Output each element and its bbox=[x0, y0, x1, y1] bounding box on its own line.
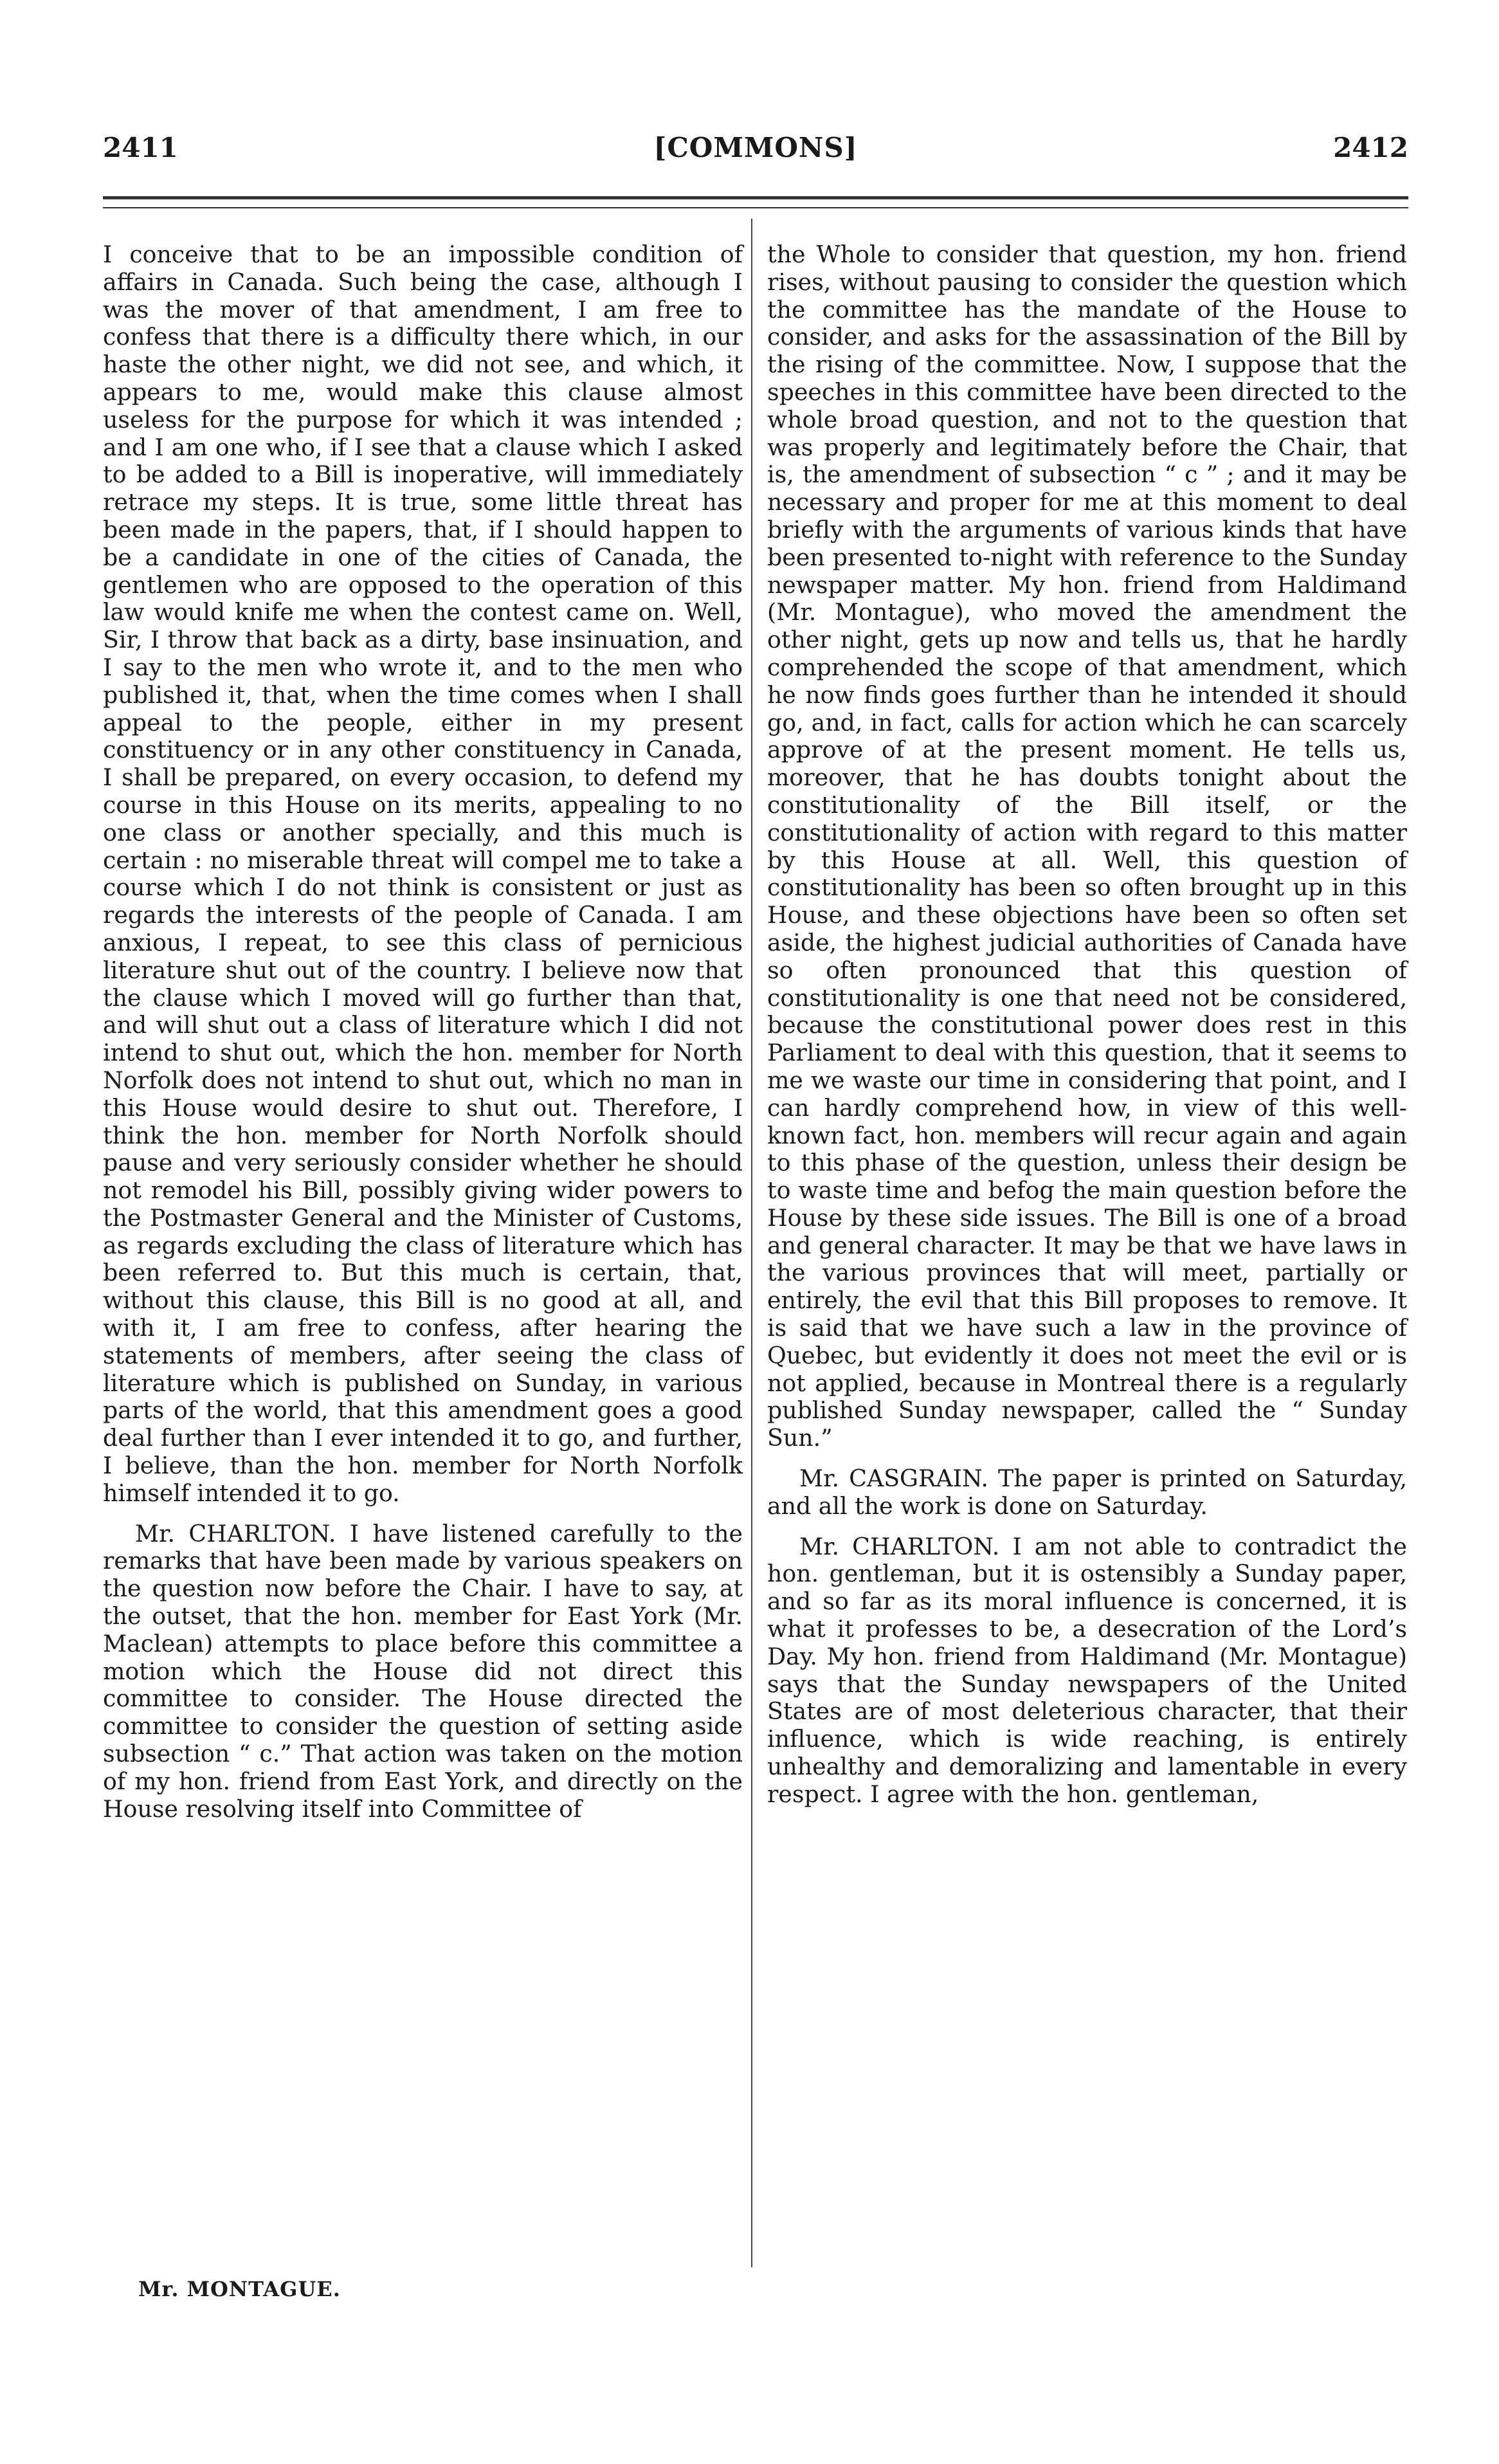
page-number-left: 2411 bbox=[103, 132, 178, 163]
left-paragraph-2: Mr. CHARLTON. I have listened carefully to the remarks that have been made by various speakers on the question now before the Chair. I have to say, at the outset, that the hon. member for East York (Mr. Maclean) attempts to place before this committee a motion which the House did not direct this committee to consider. The House directed the committee to consider the question of setting aside subsection “ c.” That action was taken on the motion of my hon. friend from East York, and directly on the House resolving itself into Committee of bbox=[103, 1519, 743, 1823]
left-column bbox=[103, 241, 743, 1836]
column-divider bbox=[751, 219, 752, 2267]
footer-catchword: Mr. MONTAGUE. bbox=[138, 2277, 341, 2301]
page-number-right: 2412 bbox=[1333, 132, 1408, 163]
right-paragraph-2: Mr. CASGRAIN. The paper is printed on Saturday, and all the work is done on Saturday. bbox=[767, 1465, 1407, 1520]
right-paragraph-3: Mr. CHARLTON. I am not able to contradict the hon. gentleman, but it is ostensibly a Sunday paper, and so far as its moral influence is concerned, it is what it professes to be, a desecration of the Lord’s Day. My hon. friend from Haldimand (Mr. Montague) says that the Sunday newspapers of the United States are of most deleterious character, that their influence, which is wide reaching, is entirely unhealthy and demoralizing and lamentable in every respect. I agree with the hon. gentleman, bbox=[767, 1532, 1407, 1808]
header-rule-thin bbox=[103, 207, 1408, 208]
page-header bbox=[103, 132, 1408, 170]
header-rule-thick bbox=[103, 196, 1408, 199]
right-paragraph-1: the Whole to consider that question, my hon. friend rises, without pausing to consider the question which the committee has the mandate of the House to consider, and asks for the assassination of the Bill by the rising of the committee. Now, I suppose that the speeches in this committee have been directed to the whole broad question, and not to the question that was properly and legitimately before the Chair, that is, the amendment of subsection “ c ” ; and it may be necessary and proper for me at this moment to deal briefly with the arguments of various kinds that have been presented to-night with reference to the Sunday newspaper matter. My hon. friend from Haldimand (Mr. Montague), who moved the amendment the other night, gets up now and tells us, that he hardly comprehended the scope of that amendment, which he now finds goes further than he intended it should go, and, in fact, calls for action which he can scarcely approve of at the present moment. He tells us, moreover, that he has doubts tonight about the constitutionality of the Bill itself, or the constitutionality of action with regard to this matter by this House at all. Well, this question of constitutionality has been so often brought up in this House, and these objections have been so often set aside, the highest judicial authorities of Canada have so often pronounced that this question of constitutionality is one that need not be considered, because the constitutional power does rest in this Parliament to deal with this question, that it seems to me we waste our time in considering that point, and I can hardly comprehend how, in view of this well-known fact, hon. members will recur again and again to this phase of the question, unless their design be to waste time and befog the main question before the House by these side issues. The Bill is one of a broad and general character. It may be that we have laws in the various provinces that will meet, partially or entirely, the evil that this Bill proposes to remove. It is said that we have such a law in the province of Quebec, but evidently it does not meet the evil or is not applied, because in Montreal there is a regularly published Sunday newspaper, called the “ Sunday Sun.” bbox=[767, 241, 1407, 1452]
page-title: [COMMONS] bbox=[653, 132, 858, 163]
left-paragraph-1: I conceive that to be an impossible condition of affairs in Canada. Such being the case, although I was the mover of that amendment, I am free to confess that there is a difficulty there which, in our haste the other night, we did not see, and which, it appears to me, would make this clause almost useless for the purpose for which it was intended ; and I am one who, if I see that a clause which I asked to be added to a Bill is inoperative, will immediately retrace my steps. It is true, some little threat has been made in the papers, that, if I should happen to be a candidate in one of the cities of Canada, the gentlemen who are opposed to the operation of this law would knife me when the contest came on. Well, Sir, I throw that back as a dirty, base insinuation, and I say to the men who wrote it, and to the men who published it, that, when the time comes when I shall appeal to the people, either in my present constituency or in any other constituency in Canada, I shall be prepared, on every occasion, to defend my course in this House on its merits, appealing to no one class or another specially, and this much is certain : no miserable threat will compel me to take a course which I do not think is consistent or just as regards the interests of the people of Canada. I am anxious, I repeat, to see this class of pernicious literature shut out of the country. I believe now that the clause which I moved will go further than that, and will shut out a class of literature which I did not intend to shut out, which the hon. member for North Norfolk does not intend to shut out, which no man in this House would desire to shut out. Therefore, I think the hon. member for North Norfolk should pause and very seriously consider whether he should not remodel his Bill, possibly giving wider powers to the Postmaster General and the Minister of Customs, as regards excluding the class of literature which has been referred to. But this much is certain, that, without this clause, this Bill is no good at all, and with it, I am free to confess, after hearing the statements of members, after seeing the class of literature which is published on Sunday, in various parts of the world, that this amendment goes a good deal further than I ever intended it to go, and further, I believe, than the hon. member for North Norfolk himself intended it to go. bbox=[103, 241, 743, 1507]
right-column bbox=[767, 241, 1407, 1821]
